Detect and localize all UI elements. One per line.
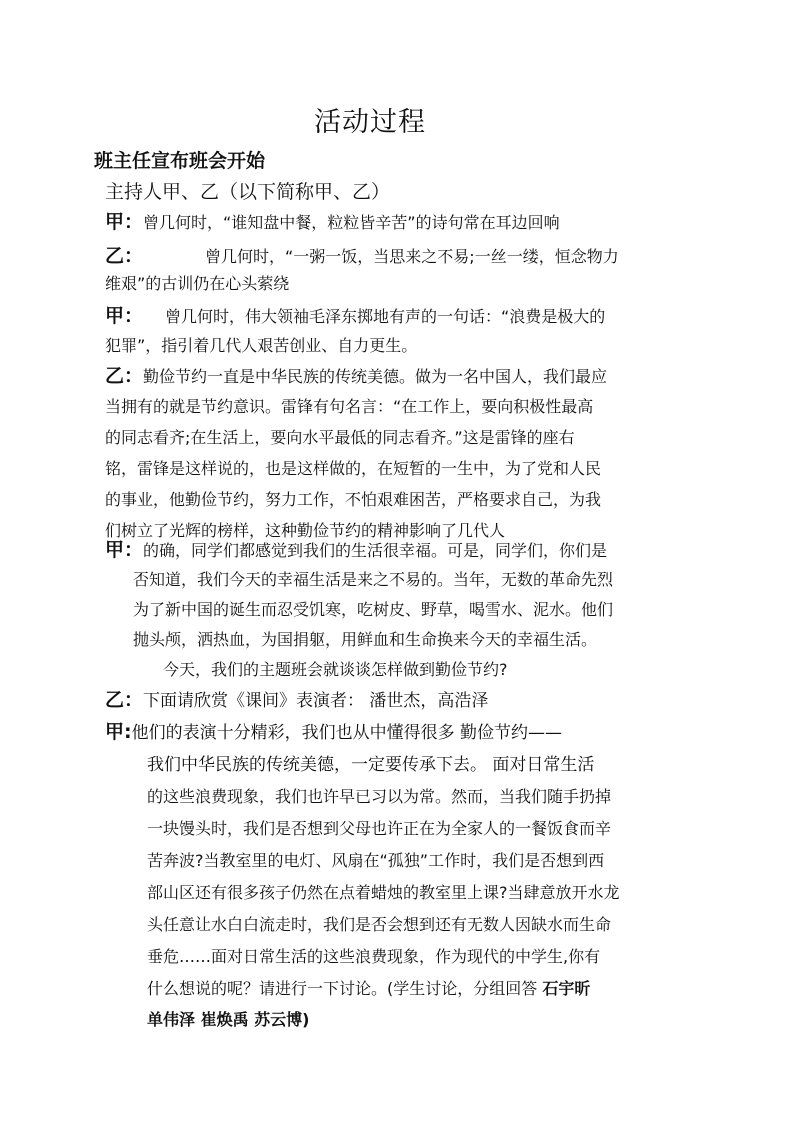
dialogue-text: 我们中华民族的传统美德，一定要传承下去。 面对日常生活 xyxy=(147,755,595,775)
section-heading: 班主任宣布班会开始 xyxy=(94,150,266,172)
dialogue-line xyxy=(105,540,607,561)
dialogue-text: 曾几何时，伟大领袖毛泽东掷地有声的一句话：“浪费是极大的 xyxy=(165,307,606,326)
dialogue-text: 维艰”的古训仍在心头萦绕 xyxy=(105,274,290,293)
dialogue-text: 曾几何时，“一粥一饭，当思来之不易;一丝一缕，恒念物力 xyxy=(205,247,619,266)
dialogue-text: 抛头颅，洒热血，为国捐躯，用鲜血和生命换来今天的幸福生活。 xyxy=(133,630,598,649)
speaker-label: 甲： xyxy=(105,539,144,561)
speaker-label: 乙： xyxy=(105,689,144,711)
dialogue-text: 的这些浪费现象，我们也许早已习以为常。然而，当我们随手扔掉 xyxy=(147,787,612,806)
dialogue-text: 今天，我们的主题班会就谈谈怎样做到勤俭节约? xyxy=(163,660,508,679)
dialogue-text: 的同志看齐;在生活上，要向水平最低的同志看齐。”这是雷锋的座右 xyxy=(105,428,575,447)
speaker-label: 乙： xyxy=(105,365,144,387)
dialogue-text: 曾几何时，“谁知盘中餐，粒粒皆辛苦”的诗句常在耳边回响 xyxy=(143,213,560,232)
dialogue-text: 勤俭节约一直是中华民族的传统美德。做为一名中国人，我们最应 xyxy=(143,367,608,386)
student-names: 单伟泽 崔焕禹 苏云博) xyxy=(147,1010,310,1029)
dialogue-text: 当拥有的就是节约意识。雷锋有句名言：“在工作上，要向积极性最高 xyxy=(105,397,594,416)
dialogue-text: 苦奔波?当教室里的电灯、风扇在“孤独”工作时，我们是否想到西 xyxy=(147,851,605,870)
dialogue-text: 下面请欣赏《课间》表演者： 潘世杰，高浩泽 xyxy=(143,691,489,711)
dialogue-line xyxy=(105,366,607,387)
speaker-label: 甲： xyxy=(105,211,144,233)
dialogue-text: 否知道，我们今天的幸福生活是来之不易的。当年，无数的革命先烈 xyxy=(133,570,614,589)
dialogue-text: 部山区还有很多孩子仍然在点着蜡烛的教室里上课?当肆意放开水龙 xyxy=(147,883,620,902)
speaker-label: 乙： xyxy=(105,245,144,267)
dialogue-text: 犯罪”，指引着几代人艰苦创业、自力更生。 xyxy=(105,336,418,355)
dialogue-text: 什么想说的呢？请进行一下讨论。(学生讨论，分组回答 xyxy=(147,979,543,998)
dialogue-line xyxy=(147,979,590,999)
page-title: 活动过程 xyxy=(314,107,426,138)
dialogue-text: 他们的表演十分精彩，我们也从中懂得很多 勤俭节约—— xyxy=(131,723,563,743)
student-names: 石宇昕 xyxy=(542,979,591,998)
dialogue-line xyxy=(105,722,562,743)
dialogue-text: 头任意让水白白流走时，我们是否会想到还有无数人因缺水而生命 xyxy=(147,915,612,934)
dialogue-text: 为了新中国的诞生而忍受饥寒，吃树皮、野草，喝雪水、泥水。他们 xyxy=(133,600,614,619)
speaker-label: 甲: xyxy=(105,721,132,743)
dialogue-line xyxy=(105,246,619,267)
dialogue-line xyxy=(105,306,605,327)
dialogue-text: 一块馒头时，我们是否想到父母也许正在为全家人的一餐饭食而辛 xyxy=(147,819,612,838)
dialogue-text: 的确，同学们都感觉到我们的生活很幸福。可是，同学们，你们是 xyxy=(143,541,608,560)
dialogue-text: 们树立了光辉的榜样，这种勤俭节约的精神影响了几代人 xyxy=(105,521,506,540)
hosts-line: 主持人甲、乙（以下简称甲、乙） xyxy=(105,181,391,203)
dialogue-line xyxy=(105,212,560,233)
dialogue-text: 垂危……面对日常生活的这些浪费现象，作为现代的中学生,你有 xyxy=(147,947,601,966)
dialogue-text: 的事业，他勤俭节约，努力工作，不怕艰难困苦，严格要求自己，为我 xyxy=(105,490,602,509)
dialogue-line xyxy=(105,690,488,711)
dialogue-text: 铭，雷锋是这样说的，也是这样做的，在短暂的一生中，为了党和人民 xyxy=(105,459,602,478)
speaker-label: 甲： xyxy=(105,305,144,327)
